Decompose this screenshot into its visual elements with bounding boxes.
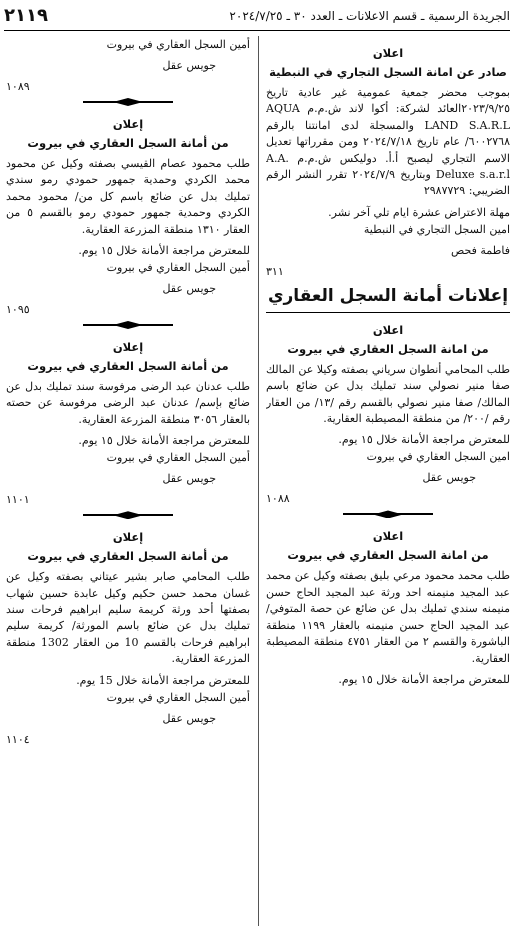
- right-column: [266, 36, 510, 934]
- notice-body: طلب محمد محمود مرعي بليق بصفته وكيل عن محمد عبد المجيد منيمنه احد ورثة عبد المجيد الحاج حسن منيمنه سندي تمليك بدل عن ضائع عن حصة المتوفي/ عبد المجيد الحاج حسن منيمنه بالعقار ١١٩٩ منطقة الباشورة والقسم ٢ من العقار ٤٧٥١ منطقة المصيطبة العقارية.: [266, 569, 510, 665]
- signatory-name: جويس عقل: [162, 472, 216, 486]
- notice-label: اعلان: [372, 322, 404, 337]
- notice-issuer: من أمانة السجل العقاري في بيروت: [27, 136, 229, 150]
- ornamental-divider: [6, 320, 250, 330]
- notice-real-estate-1088: [266, 323, 510, 506]
- objection-period: للمعترض مراجعة الأمانة خلال 15 يوم.: [76, 673, 250, 687]
- signatory-title: أمين السجل العقاري في بيروت: [106, 690, 250, 704]
- objection-period: للمعترض مراجعة الأمانة خلال ١٥ يوم.: [78, 244, 250, 258]
- objection-period: مهلة الاعتراض عشرة ايام تلي آخر نشر.: [328, 205, 510, 219]
- column-divider-line: [258, 36, 259, 926]
- notice-real-estate-1095: [6, 117, 250, 316]
- notice-issuer: من أمانة السجل العقاري في بيروت: [27, 359, 229, 374]
- signatory-title: امين السجل العقاري في بيروت: [366, 450, 510, 464]
- signatory-name: جويس عقل: [162, 59, 216, 72]
- signatory-name: جويس عقل: [422, 471, 476, 485]
- notice-number: ١٠٩٥: [6, 303, 30, 317]
- ornamental-divider: [6, 510, 250, 520]
- ornamental-divider: [6, 97, 250, 107]
- signatory-name: جويس عقل: [162, 711, 216, 725]
- notice-number: ١٠٨٩: [6, 80, 30, 93]
- left-column: [6, 36, 250, 934]
- notice-label: اعلان: [372, 529, 404, 544]
- notice-real-estate-1101: [6, 340, 250, 506]
- notice-body: طلب محمود عصام القيسي بصفته وكيل عن محمود محمد الكردي وحمدية جمهور حمودي رمو سندي تمليك بدل عن ضائع باسم كل من/ محمود محمد الكردي وحمدية جمهور حمودي رمو بالقسم ٥ من العقار ١٣١٠ منطقة المزرعة العقارية.: [6, 157, 250, 236]
- notice-label: إعلان: [112, 117, 144, 131]
- notice-real-estate-manaymneh: [266, 529, 510, 687]
- objection-period: للمعترض مراجعة الأمانة خلال ١٥ يوم.: [338, 433, 510, 447]
- gazette-header-title: الجريدة الرسمية ـ قسم الاعلانات ـ العدد ٣٠ ـ ٢٠٢٤/٧/٢٥: [229, 9, 510, 23]
- notice-number: ٣١١: [266, 264, 284, 278]
- continued-notice-end: [6, 36, 250, 93]
- notice-body: طلب المحامي أنطوان سرياني بصفته وكيلا عن المالك صفا منير نصولي سند تمليك بدل عن ضائع باسم المالك/ صفا منير نصولي بالقسم رقم /١٣/ من العقار رقم /٢٠٠/ من منطقة المصيطبة العقارية.: [266, 362, 510, 426]
- notice-issuer: من أمانة السجل العقاري في بيروت: [27, 549, 229, 564]
- signatory-title: أمين السجل العقاري في بيروت: [106, 38, 250, 51]
- notice-number: ١١٠٤: [6, 732, 30, 746]
- page-header: [4, 4, 510, 31]
- notice-commercial-registry: [266, 46, 510, 278]
- notice-issuer: من امانة السجل العقاري في بيروت: [287, 548, 489, 563]
- notice-real-estate-1104: [6, 530, 250, 745]
- notice-number: ١١٠١: [6, 493, 30, 507]
- notice-issuer: صادر عن امانة السجل التجاري في النبطية: [269, 65, 507, 79]
- notice-body: بموجب محضر جمعية عمومية غير عادية تاريخ ٢٠٢٣/٩/٢٥العائد لشركة: أكوا لاند ش.م.م AQUA LAND S.A.R.L والمسجلة لدى امانتنا بالرقم ٦٠٠٢٧٦٨/ عام تاريخ ٢٠٢٤/٧/١٨ ومن مقرراتها تعديل الاسم التجاري ليصبح أ.أ. دوليكس ش.م.م A.A. Deluxe s.a.r.l وبتاريخ ٢٠٢٤/٧/٩ تقرر النشر الرقم الضريبي: ٢٩٨٧٧٢٩: [266, 86, 510, 198]
- signatory-name: جويس عقل: [162, 282, 216, 296]
- signatory-title: امين السجل التجاري في النبطية: [363, 222, 510, 236]
- objection-period: للمعترض مراجعة الأمانة خلال ١٥ يوم.: [78, 434, 250, 448]
- notice-label: اعلان: [372, 46, 404, 60]
- notice-label: إعلان: [112, 340, 144, 355]
- ornamental-divider: [266, 509, 510, 519]
- page-number: ٢١١٩: [4, 5, 48, 26]
- notice-issuer: من امانة السجل العقاري في بيروت: [287, 341, 489, 356]
- notice-label: إعلان: [112, 530, 144, 545]
- section-heading: إعلانات أمانة السجل العقاري: [266, 286, 510, 313]
- signatory-title: أمين السجل العقاري في بيروت: [106, 451, 250, 465]
- notice-number: ١٠٨٨: [266, 492, 290, 506]
- objection-period: للمعترض مراجعة الأمانة خلال ١٥ يوم.: [338, 672, 510, 686]
- notice-body: طلب المحامي صابر بشير عيتاني بصفته وكيل عن غسان محمد حسن حكيم وكيل عابدة حسين شهاب بصفتها أحد ورثة كريمة سليم ابراهيم فرحات سند تمليك بدل عن ضائع باسم المورثة/ كريمة سليم ابراهيم فرحات بالقسم 10 من العقار 1302 منطقة المزرعة العقارية.: [6, 570, 250, 666]
- notice-body: طلب عدنان عبد الرضى مرفوسة سند تمليك بدل عن ضائع بإسم/ عدنان عبد الرضى مرفوسة عن حصته بالعقار ٣٠٥٦ منطقة المزرعة العقارية.: [6, 380, 250, 426]
- signatory-name: فاطمة فحص: [451, 243, 510, 257]
- signatory-title: أمين السجل العقاري في بيروت: [106, 261, 250, 275]
